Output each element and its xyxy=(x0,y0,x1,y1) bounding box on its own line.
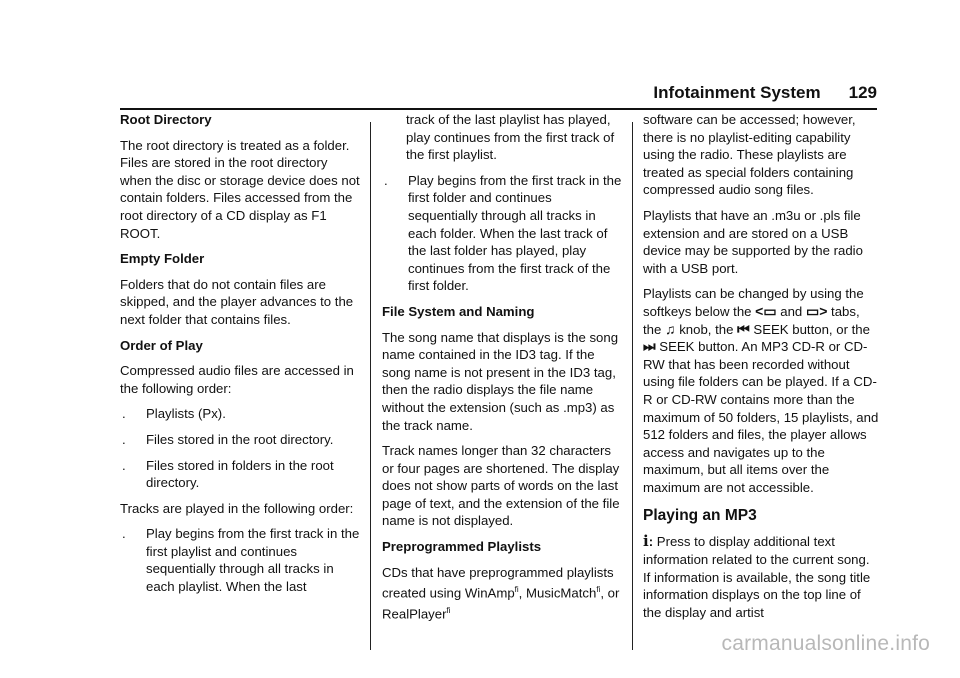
text: SEEK button, or the xyxy=(753,321,870,337)
heading-file-system: File System and Naming xyxy=(382,303,535,319)
info-icon: i xyxy=(643,532,649,551)
text: , or RealPlayer xyxy=(382,585,620,622)
text: CDs that have preprogrammed playlists created using WinAmp xyxy=(382,564,614,601)
list-item xyxy=(120,457,360,492)
text: Press to display additional text information related to the current song. If information is available, the song title information displays on the top line of the display and artist xyxy=(643,534,871,620)
bullet-mark: . xyxy=(122,526,126,542)
folder-icon: ▭ xyxy=(763,302,777,319)
chevron-right-icon: > xyxy=(819,302,828,319)
heading-order-of-play: Order of Play xyxy=(120,337,203,353)
bullet-mark: . xyxy=(122,406,126,422)
column-2 xyxy=(382,111,622,631)
paragraph: Folders that do not contain files are skipped, and the player advances to the next folder that contains files. xyxy=(120,276,354,327)
paragraph: Compressed audio files are accessed in the following order: xyxy=(120,363,354,396)
bullet-mark: . xyxy=(122,457,126,473)
paragraph: software can be accessed; however, there is no playlist-editing capability using the radio. These playlists are treated as special folders containing compressed audio song files. xyxy=(643,112,856,198)
paragraph: Tracks are played in the following order: xyxy=(120,500,354,516)
column-divider xyxy=(632,122,633,650)
trademark: fi xyxy=(596,585,601,595)
list-item-text: Play begins from the first track in the first folder and continues sequentially through all tracks in each folder. When the last track of the last folder has played, play continues from the first track of the first folder. xyxy=(408,172,622,294)
chevron-left-icon: < xyxy=(755,302,764,319)
text: Playlists can be changed by using the softkeys below the xyxy=(643,286,864,319)
seek-forward-icon: ⏭ xyxy=(643,338,656,355)
paragraph xyxy=(643,285,879,496)
heading-preprogrammed-playlists: Preprogrammed Playlists xyxy=(382,539,542,555)
list-item-text: Files stored in folders in the root directory. xyxy=(146,457,334,491)
text: and xyxy=(780,303,803,319)
page-header xyxy=(653,83,877,103)
section-title: Infotainment System xyxy=(653,83,821,102)
paragraph: The root directory is treated as a folder. Files are stored in the root directory when the disc or storage device does not contain folders. Files accessed from the root directory of a CD display as F1 ROOT. xyxy=(120,137,360,241)
column-3 xyxy=(643,111,879,629)
folder-icon: ▭ xyxy=(805,302,820,319)
column-1 xyxy=(120,111,360,604)
list-item xyxy=(120,405,360,423)
bullet-mark: . xyxy=(122,431,126,447)
list-item-text: Play begins from the first track in the first playlist and continues sequentially through all tracks in each playlist. When the last xyxy=(146,526,360,595)
column-divider xyxy=(370,122,371,650)
heading-root-directory: Root Directory xyxy=(120,112,212,127)
music-note-icon: ♫ xyxy=(665,320,676,337)
list-item xyxy=(120,431,360,449)
list-item-text: Playlists (Px). xyxy=(146,406,226,422)
bullet-mark: . xyxy=(384,172,388,188)
trademark: fi xyxy=(446,606,451,616)
page-number: 129 xyxy=(848,83,877,102)
text: SEEK button. An MP3 CD-R or CD-RW that has been recorded without using file folders can be played. If a CD-R or CD-RW contains more than the maximum of 50 folders, 15 playlists, and 512 folders and files, the player allows access and navigates up to the maximum, but all items over the maximum are not accessible. xyxy=(643,339,879,495)
paragraph: The song name that displays is the song name contained in the ID3 tag. If the song name is not present in the ID3 tag, then the radio displays the file name without the extension (such as .mp3) as the track name. xyxy=(382,329,619,433)
watermark: carmanualsonline.info xyxy=(721,632,930,655)
paragraph xyxy=(382,564,622,624)
header-rule xyxy=(120,108,877,110)
list-item xyxy=(120,525,360,595)
heading-playing-mp3: Playing an MP3 xyxy=(643,507,757,525)
info-label-colon: : xyxy=(648,534,654,550)
text: knob, the xyxy=(679,321,734,337)
heading-empty-folder: Empty Folder xyxy=(120,251,205,267)
text: tabs, the xyxy=(643,303,860,337)
list-item-continuation: track of the last playlist has played, play continues from the first track of the first playlist. xyxy=(406,112,615,163)
list-item-text: Files stored in the root directory. xyxy=(146,431,334,447)
trademark: fi xyxy=(514,585,519,595)
paragraph: Track names longer than 32 characters or four pages are shortened. The display does not show parts of words on the last page of text, and the extension of the file name is not displayed. xyxy=(382,443,620,529)
paragraph: Playlists that have an .m3u or .pls file extension and are stored on a USB device may be supported by the radio with a USB port. xyxy=(643,207,863,276)
list-item xyxy=(382,172,622,295)
paragraph xyxy=(643,533,879,621)
text: , MusicMatch xyxy=(518,585,597,601)
seek-back-icon: ⏮ xyxy=(737,320,750,337)
